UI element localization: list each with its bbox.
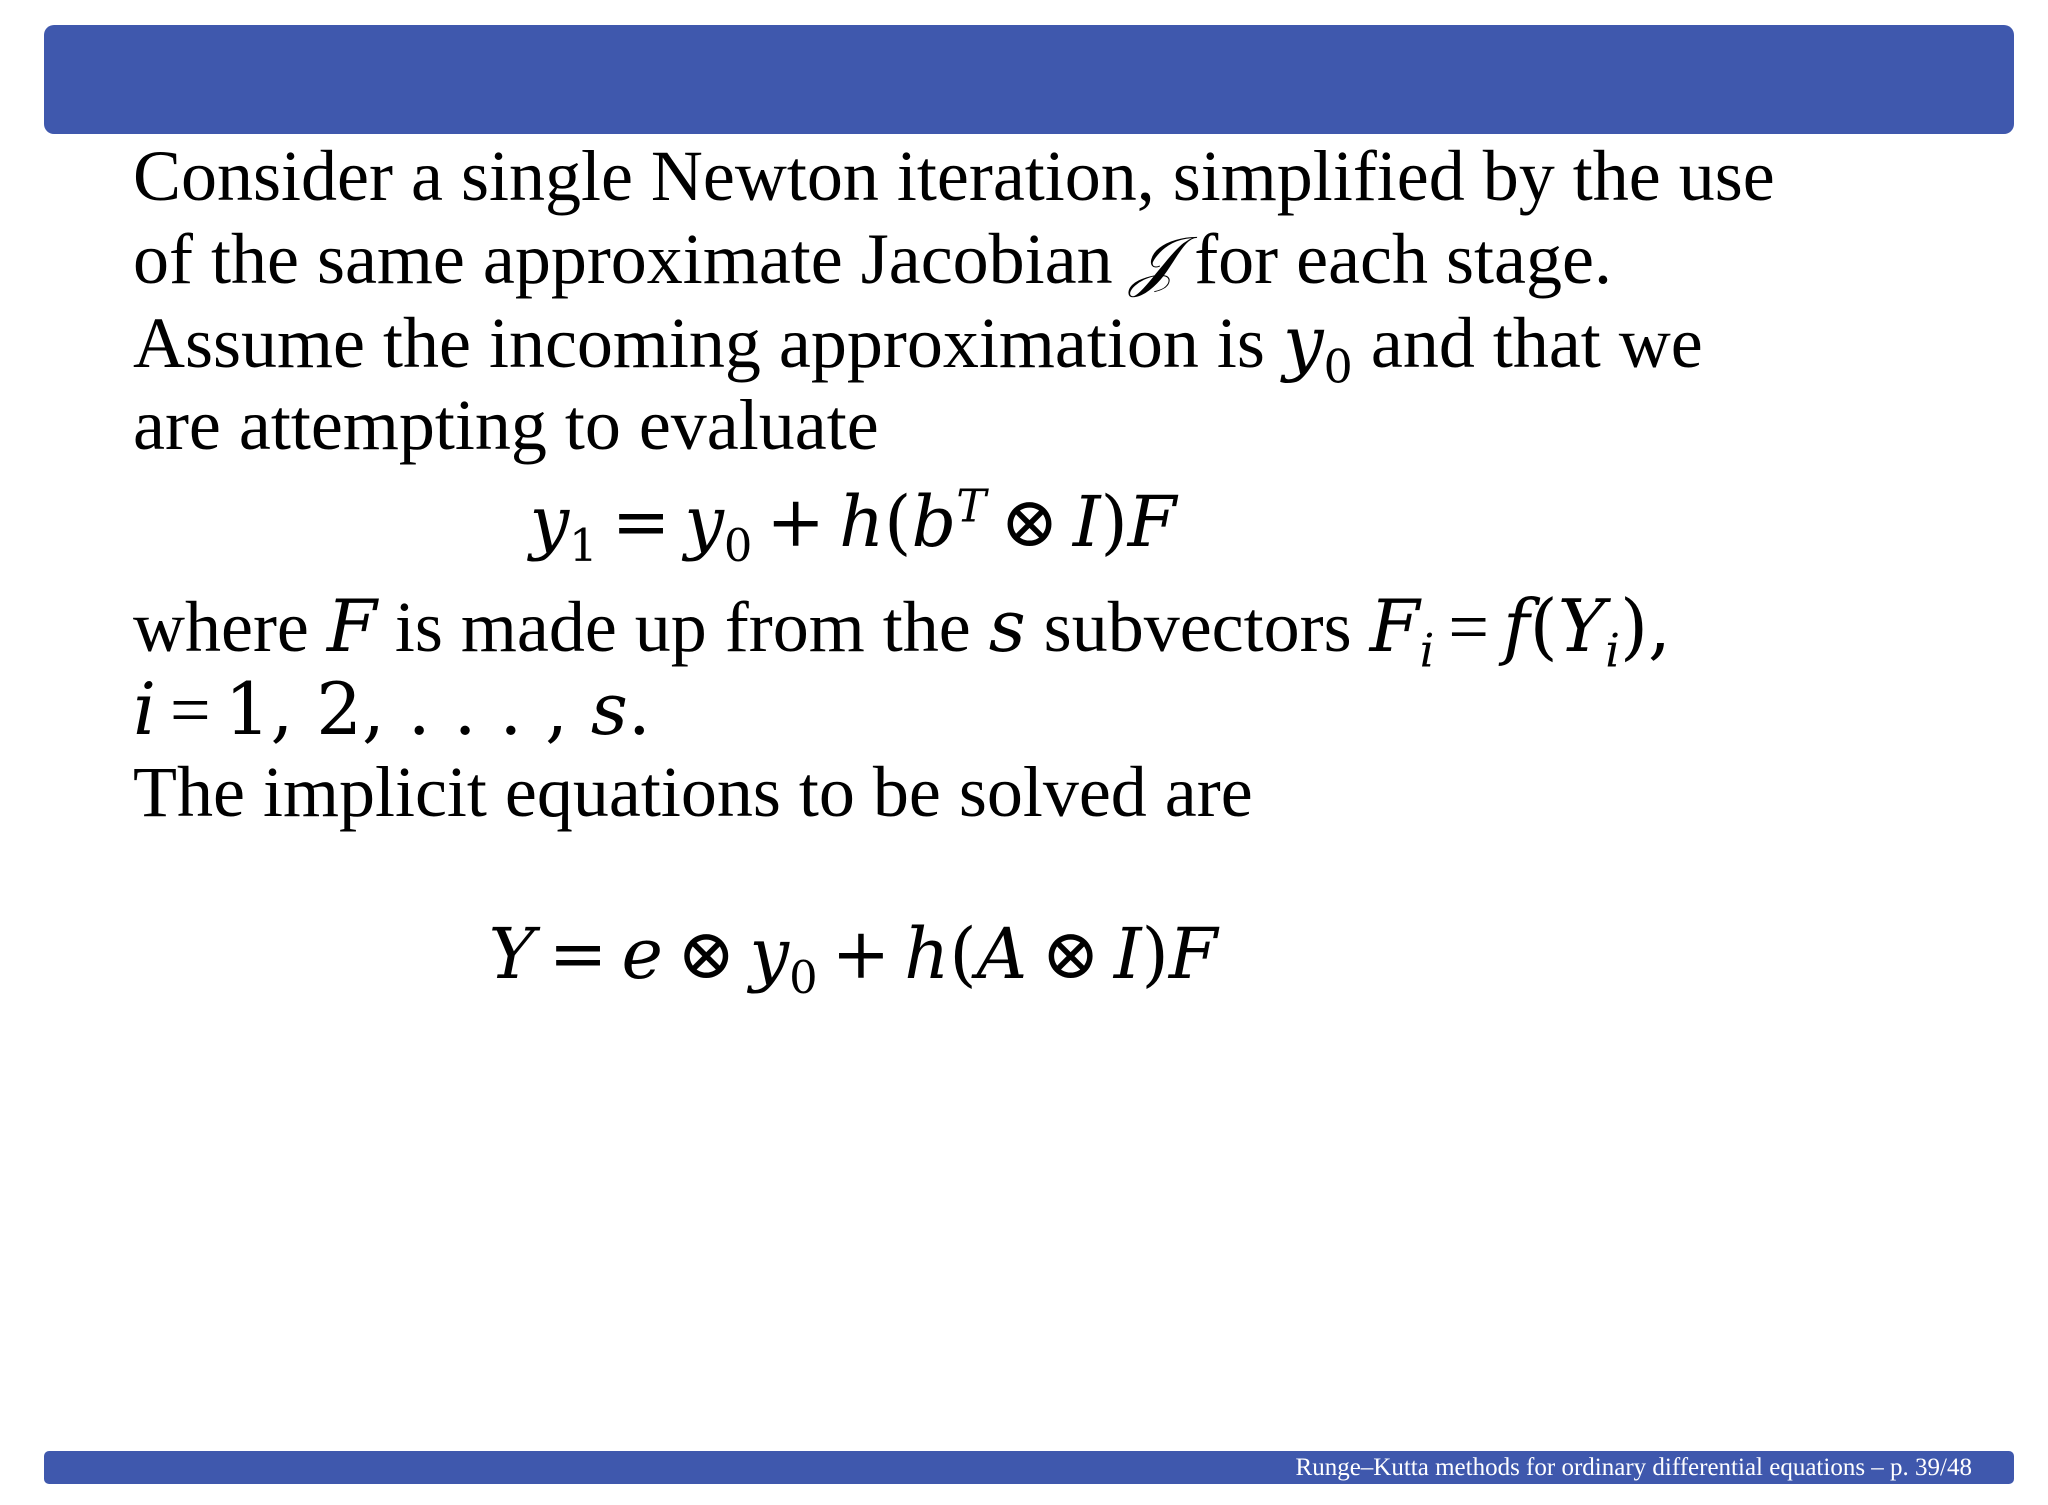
- text-line-4: are attempting to evaluate: [133, 385, 879, 465]
- math-s: s: [988, 584, 1026, 668]
- text-line-5: where F is made up from the s subvectors $F_i = f(Y_i)$,: [133, 584, 1671, 678]
- text-line-3b: and that we: [1370, 303, 1703, 383]
- text-line-5a: where: [133, 587, 309, 667]
- math-Fi: $F_i$: [1369, 584, 1435, 678]
- text-line-6: The implicit equations to be solved are: [133, 752, 1253, 832]
- text-line-3: [133, 300, 1993, 394]
- text-line-5c: subvectors: [1043, 587, 1352, 667]
- math-fYi: f: [1502, 584, 1530, 668]
- text-line-1: Consider a single Newton iteration, simplified by the use: [133, 136, 1775, 216]
- equation-y1: $y_1 = y_0 + h(b^T$ ⊗ I)F: [529, 479, 1177, 572]
- slide-body: [133, 135, 1993, 1014]
- footer-bar: [44, 1451, 2014, 1484]
- equation-Y: Y = e ⊗ $y_0 + h(A$ ⊗ I)F: [488, 913, 1218, 1004]
- text-line-2a: of the same approximate Jacobian: [133, 219, 1113, 299]
- text-line-3a: Assume the incoming approximation is: [133, 303, 1265, 383]
- math-F: F: [326, 584, 377, 668]
- math-jacobian: 𝒥: [1130, 222, 1177, 299]
- text-line-2b: for each stage.: [1194, 219, 1612, 299]
- text-line-2: [133, 218, 1993, 301]
- header-bar: [44, 25, 2014, 134]
- math-y0: $y_0$: [1282, 300, 1353, 394]
- text-line-5b: is made up from the: [394, 587, 971, 667]
- math-index-range: i = 1, 2, . . . , s.: [133, 667, 651, 751]
- footer-text: Runge–Kutta methods for ordinary differential equations – p. 39/48: [1295, 1454, 1972, 1481]
